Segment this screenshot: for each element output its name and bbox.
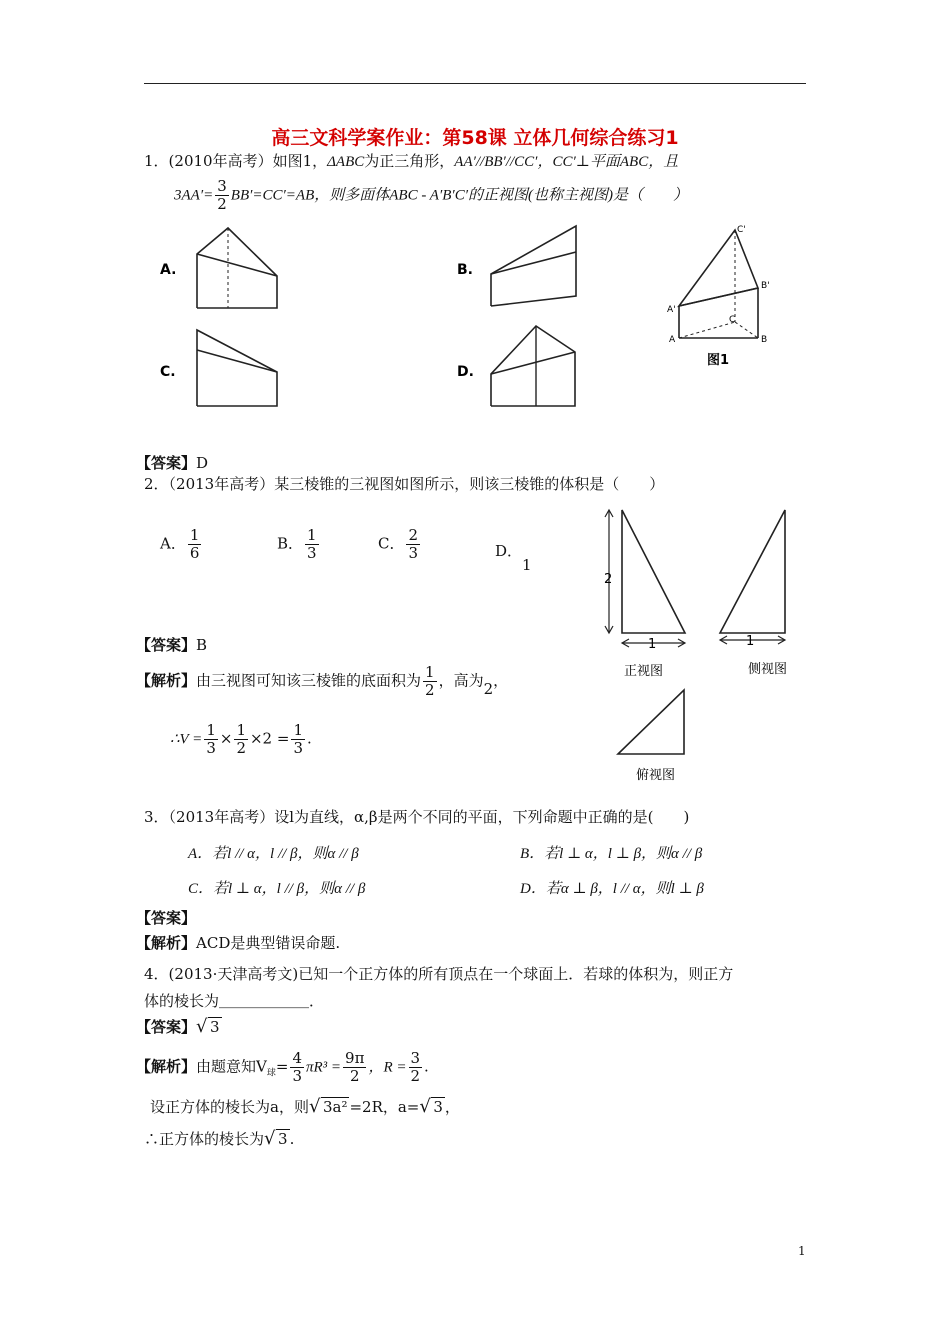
svg-text:B': B' <box>761 281 770 291</box>
q3-option-c: C．若l ⊥ α，l // β，则α // β <box>188 881 366 897</box>
q2-option-c: C． $\frac{2}{3}$ <box>378 526 419 562</box>
svg-text:1: 1 <box>648 637 657 652</box>
q1-line1: 1．(2010年高考）如图1，ΔABC为正三角形，AA′//BB′//CC′，CC′⊥平面ABC，且 <box>144 152 679 170</box>
q1-option-b-figure <box>453 222 593 312</box>
q1-option-b-label: B. <box>457 262 473 278</box>
q3-option-b: B．若l ⊥ α，l ⊥ β，则α // β <box>520 846 703 862</box>
side-view-label: 侧视图 <box>748 662 788 677</box>
q4-answer: 【答案】√ 3 <box>136 1016 222 1037</box>
q4-stem-line1: 4．(2013·天津高考文)已知一个正方体的所有顶点在一个球面上．若球的体积为，则正方 <box>144 965 734 983</box>
svg-text:2: 2 <box>604 572 613 587</box>
q2-answer: 【答案】B <box>136 636 208 654</box>
svg-text:C: C <box>729 315 736 325</box>
q4-analysis: 【解析】由题意知$V_球=$ $\frac{4}{3}$ πR³ = $\frac{9\pi}{2}$ ，R = $\frac{3}{2}$ . <box>136 1049 429 1085</box>
top-view-label: 俯视图 <box>636 768 676 783</box>
q2-stem: 2．（2013年高考）某三棱锥的三视图如图所示，则该三棱锥的体积是（ ） <box>144 475 665 493</box>
front-view-label: 正视图 <box>624 664 664 679</box>
q4-analysis-line2: 设正方体的棱长为a，则√ 3a² =2R，a=√ 3 ， <box>150 1096 460 1117</box>
page-number: 1 <box>798 1244 806 1258</box>
q1-answer: 【答案】D <box>136 454 209 472</box>
q2-three-views <box>598 505 818 785</box>
q1-option-c-label: C. <box>160 364 176 380</box>
q2-formula: ∴V = $\frac{1}{3}$ × $\frac{1}{2}$ ×2 = $\frac{1}{3}$ . <box>170 721 312 757</box>
q3-analysis: 【解析】ACD是典型错误命题. <box>136 934 341 952</box>
q1-option-d-figure <box>453 322 593 412</box>
q2-analysis: 【解析】由三视图可知该三棱锥的底面积为 $\frac{1}{2}$ ，高为2， <box>136 663 509 699</box>
q3-answer: 【答案】 <box>136 909 197 927</box>
q1-option-a-figure <box>150 218 290 308</box>
q1-option-c-figure <box>150 322 290 412</box>
q1-option-d-label: D. <box>457 364 474 380</box>
q2-option-a: A． $\frac{1}{6}$ <box>160 526 200 562</box>
q3-option-a: A．若l // α，l // β，则α // β <box>188 846 359 862</box>
svg-text:B: B <box>761 335 768 345</box>
svg-text:A: A <box>669 335 676 345</box>
q3-option-d: D．若α ⊥ β，l // α，则l ⊥ β <box>520 881 704 897</box>
q1-option-a-label: A. <box>160 262 177 278</box>
svg-text:A': A' <box>667 305 676 315</box>
q2-option-d: D．1 <box>495 542 532 574</box>
svg-text:图1: 图1 <box>707 353 730 368</box>
q3-stem: 3．（2013年高考）设l为直线，α,β是两个不同的平面，下列命题中正确的是( ) <box>144 808 690 826</box>
svg-text:C': C' <box>737 225 746 235</box>
q4-stem-line2: 体的棱长为＿＿＿＿＿＿． <box>144 992 325 1010</box>
q1-figure-1 <box>665 222 775 370</box>
q1-line2: 3AA′= $\frac{3}{2}$ BB′=CC′=AB，则多面体ABC - A′B′C′的正视图(也称主视图)是（ ） <box>174 177 688 213</box>
q2-option-b: B． $\frac{1}{3}$ <box>277 526 317 562</box>
q4-analysis-line3: ∴正方体的棱长为√ 3 . <box>144 1128 294 1149</box>
header-rule <box>144 83 806 84</box>
svg-text:1: 1 <box>746 634 755 649</box>
page-title: 高三文科学案作业：第58课 立体几何综合练习1 <box>271 127 679 149</box>
